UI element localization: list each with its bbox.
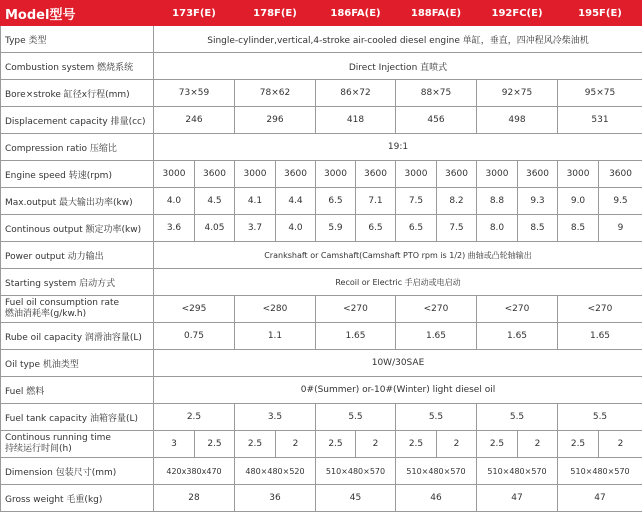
model-header: 186FA(E): [316, 1, 396, 26]
table-row-oiltype: [1, 350, 642, 377]
table-cell: 7.5: [396, 188, 437, 215]
table-cell: 9.5: [599, 188, 642, 215]
header-row: [1, 1, 642, 26]
table-row-displacement: [1, 107, 642, 134]
table-cell: 3600: [276, 161, 316, 188]
table-row-weight: [1, 485, 642, 512]
table-cell: 6.5: [356, 215, 396, 242]
table-cell: 4.5: [195, 188, 235, 215]
table-row-speed: [1, 161, 642, 188]
table-row-lubeoil: [1, 323, 642, 350]
combustion-value: Direct Injection 直喷式: [154, 53, 642, 80]
table-cell: 3.7: [235, 215, 276, 242]
table-cell: 2: [599, 431, 642, 458]
row-label: Combustion system 燃烧系统: [1, 53, 154, 80]
table-cell: 78×62: [235, 80, 316, 107]
row-label: [1, 431, 154, 458]
table-cell: <280: [235, 296, 316, 323]
table-row-dimension: [1, 458, 642, 485]
table-cell: 8.5: [518, 215, 558, 242]
table-cell: <270: [477, 296, 558, 323]
table-cell: 6.5: [316, 188, 356, 215]
model-header: 178F(E): [235, 1, 316, 26]
table-cell: 7.5: [437, 215, 477, 242]
table-cell: 510×480×570: [558, 458, 642, 485]
table-cell: 8.5: [558, 215, 599, 242]
table-cell: 3600: [195, 161, 235, 188]
table-cell: 3000: [316, 161, 356, 188]
starting-value: Recoil or Electric 手启动或电启动: [154, 269, 642, 296]
table-cell: 3000: [477, 161, 518, 188]
table-row-poweroutput: [1, 242, 642, 269]
table-cell: 1.65: [558, 323, 642, 350]
table-cell: 2.5: [558, 431, 599, 458]
table-cell: 2.5: [396, 431, 437, 458]
table-cell: 95×75: [558, 80, 642, 107]
table-cell: 1.65: [316, 323, 396, 350]
table-cell: 510×480×570: [316, 458, 396, 485]
model-label: Model型号: [1, 1, 154, 26]
table-row-bore: [1, 80, 642, 107]
table-cell: 3000: [235, 161, 276, 188]
row-label-line: 持续运行时间(h): [5, 444, 72, 454]
row-label: Engine speed 转速(rpm): [1, 161, 154, 188]
table-cell: 531: [558, 107, 642, 134]
table-row-type: [1, 26, 642, 53]
table-cell: 86×72: [316, 80, 396, 107]
table-cell: 480×480×520: [235, 458, 316, 485]
table-cell: 3.5: [235, 404, 316, 431]
table-cell: 2.5: [195, 431, 235, 458]
row-label: Dimension 包装尺寸(mm): [1, 458, 154, 485]
table-cell: <295: [154, 296, 235, 323]
table-cell: 4.4: [276, 188, 316, 215]
table-cell: 8.2: [437, 188, 477, 215]
table-row-starting: [1, 269, 642, 296]
table-cell: 5.5: [316, 404, 396, 431]
table-cell: 3: [154, 431, 195, 458]
table-cell: <270: [396, 296, 477, 323]
row-label: Fuel tank capacity 油箱容量(L): [1, 404, 154, 431]
row-label: Compression ratio 压缩比: [1, 134, 154, 161]
table-cell: 3600: [518, 161, 558, 188]
table-row-contoutput: [1, 215, 642, 242]
table-cell: 510×480×570: [477, 458, 558, 485]
table-cell: 4.0: [276, 215, 316, 242]
table-cell: 296: [235, 107, 316, 134]
table-cell: 4.1: [235, 188, 276, 215]
table-cell: 2: [356, 431, 396, 458]
table-cell: 3.6: [154, 215, 195, 242]
row-label-line: 燃油消耗率(g/kw.h): [5, 309, 87, 319]
table-cell: <270: [558, 296, 642, 323]
row-label: Fuel 燃料: [1, 377, 154, 404]
table-cell: 45: [316, 485, 396, 512]
table-cell: 5.5: [558, 404, 642, 431]
table-cell: 3000: [396, 161, 437, 188]
table-cell: 3600: [437, 161, 477, 188]
table-row-maxoutput: [1, 188, 642, 215]
model-header: 192FC(E): [477, 1, 558, 26]
row-label-line: Fuel oil consumption rate: [5, 298, 120, 308]
table-cell: 47: [477, 485, 558, 512]
table-cell: 9.3: [518, 188, 558, 215]
table-cell: 0.75: [154, 323, 235, 350]
table-cell: 28: [154, 485, 235, 512]
table-cell: 4.05: [195, 215, 235, 242]
table-row-tank: [1, 404, 642, 431]
table-cell: 3000: [558, 161, 599, 188]
row-label-line: Continous running time: [5, 433, 111, 443]
table-cell: 5.9: [316, 215, 356, 242]
table-row-combustion: [1, 53, 642, 80]
poweroutput-value: Crankshaft or Camshaft(Camshaft PTO rpm is 1/2) 曲轴或凸轮轴输出: [154, 242, 642, 269]
type-value: Single-cylinder,vertical,4-stroke air-cooled diesel engine 单缸，垂直，四冲程风冷柴油机: [154, 26, 642, 53]
table-cell: 246: [154, 107, 235, 134]
table-cell: 498: [477, 107, 558, 134]
table-cell: 2.5: [154, 404, 235, 431]
row-label: Rube oil capacity 润滑油容量(L): [1, 323, 154, 350]
table-cell: 2: [437, 431, 477, 458]
table-cell: 88×75: [396, 80, 477, 107]
table-cell: 3600: [599, 161, 642, 188]
compression-value: 19:1: [154, 134, 642, 161]
table-cell: 8.8: [477, 188, 518, 215]
table-cell: 1.65: [396, 323, 477, 350]
model-header: 195F(E): [558, 1, 642, 26]
table-cell: 47: [558, 485, 642, 512]
table-cell: 2: [276, 431, 316, 458]
table-cell: 456: [396, 107, 477, 134]
table-cell: 9.0: [558, 188, 599, 215]
table-cell: 2.5: [477, 431, 518, 458]
model-header: 173F(E): [154, 1, 235, 26]
table-cell: 36: [235, 485, 316, 512]
row-label: Power output 动力输出: [1, 242, 154, 269]
table-row-compression: [1, 134, 642, 161]
row-label: Max.output 最大输出功率(kw): [1, 188, 154, 215]
table-row-running: [1, 431, 642, 458]
table-cell: 2: [518, 431, 558, 458]
table-cell: 3600: [356, 161, 396, 188]
row-label: Oil type 机油类型: [1, 350, 154, 377]
table-cell: 3000: [154, 161, 195, 188]
table-row-fuelcons: [1, 296, 642, 323]
table-cell: 5.5: [396, 404, 477, 431]
table-cell: 510×480×570: [396, 458, 477, 485]
row-label: Displacement capacity 排量(cc): [1, 107, 154, 134]
table-cell: 92×75: [477, 80, 558, 107]
table-cell: 2.5: [316, 431, 356, 458]
table-cell: 7.1: [356, 188, 396, 215]
row-label: Continous output 额定功率(kw): [1, 215, 154, 242]
model-header: 188FA(E): [396, 1, 477, 26]
table-cell: 46: [396, 485, 477, 512]
oiltype-value: 10W/30SAE: [154, 350, 642, 377]
row-label: Gross weight 毛重(kg): [1, 485, 154, 512]
table-cell: 1.1: [235, 323, 316, 350]
table-cell: 9: [599, 215, 642, 242]
table-row-fuel: [1, 377, 642, 404]
row-label: [1, 296, 154, 323]
table-cell: 420x380x470: [154, 458, 235, 485]
table-cell: 4.0: [154, 188, 195, 215]
row-label: Starting system 启动方式: [1, 269, 154, 296]
table-cell: 8.0: [477, 215, 518, 242]
table-cell: 1.65: [477, 323, 558, 350]
table-cell: 73×59: [154, 80, 235, 107]
table-cell: 2.5: [235, 431, 276, 458]
row-label: Type 类型: [1, 26, 154, 53]
row-label: Bore×stroke 缸径x行程(mm): [1, 80, 154, 107]
table-cell: 418: [316, 107, 396, 134]
table-cell: 6.5: [396, 215, 437, 242]
table-cell: <270: [316, 296, 396, 323]
fuel-value: 0#(Summer) or-10#(Winter) light diesel oil: [154, 377, 642, 404]
table-cell: 5.5: [477, 404, 558, 431]
